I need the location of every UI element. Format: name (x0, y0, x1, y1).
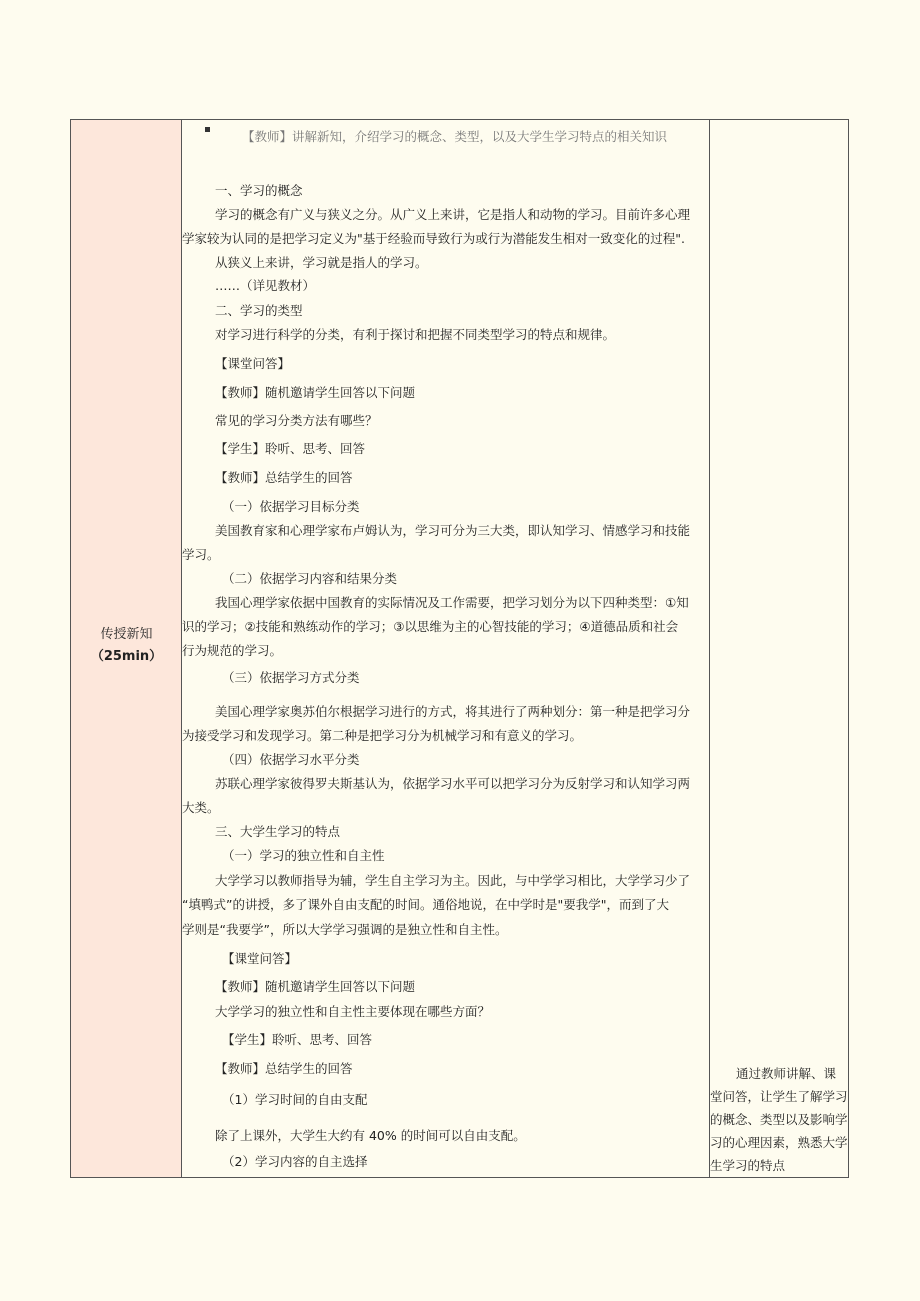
design-intent-note: 通过教师讲解、课堂问答，让学生了解学习的概念、类型以及影响学习的心理因素，熟悉大学生学习的特点 (710, 1066, 848, 1173)
stage-title: 传授新知 (100, 627, 153, 642)
subheading: （一）学习的独立性和自主性 (222, 848, 385, 863)
heading-features: 三、大学生学习的特点 (215, 824, 341, 839)
paragraph-line: 【教师】总结学生的回答 (215, 470, 353, 485)
paragraph-line: “填鸭式”的讲授，多了课外自由支配的时间。通俗地说，在中学时是"要我学"，而到了大 (182, 897, 669, 912)
paragraph-line: 识的学习；②技能和熟练动作的学习；③以思维为主的心智技能的学习；④道德品质和社会 (182, 619, 679, 634)
lesson-plan-table (70, 119, 849, 1178)
subheading: （三）依据学习方式分类 (222, 670, 360, 685)
paragraph-line: 大类。 (182, 800, 220, 815)
notes-column (710, 120, 848, 1177)
paragraph-line: 美国心理学家奥苏伯尔根据学习进行的方式，将其进行了两种划分：第一种是把学习分 (215, 704, 691, 719)
paragraph-line: 【教师】随机邀请学生回答以下问题 (215, 385, 416, 400)
subheading: （一）依据学习目标分类 (222, 499, 360, 514)
paragraph-line: 【学生】聆听、思考、回答 (222, 1032, 373, 1047)
subheading: （1）学习时间的自由支配 (222, 1092, 368, 1107)
bullet-square-icon (205, 127, 210, 132)
paragraph-line: 苏联心理学家彼得罗夫斯基认为，依据学习水平可以把学习分为反射学习和认知学习两 (215, 776, 691, 791)
subheading: （四）依据学习水平分类 (222, 752, 360, 767)
heading-types: 二、学习的类型 (215, 303, 303, 318)
subheading: （二）依据学习内容和结果分类 (222, 571, 398, 586)
paragraph-line: 【课堂问答】 (222, 951, 298, 966)
paragraph-line: 对学习进行科学的分类，有利于探讨和把握不同类型学习的特点和规律。 (215, 327, 616, 342)
paragraph-line: 【教师】随机邀请学生回答以下问题 (215, 979, 416, 994)
paragraph-line: 学则是“我要学”，所以大学学习强调的是独立性和自主性。 (182, 922, 508, 937)
paragraph-line: 大学学习以教师指导为辅，学生自主学习为主。因此，与中学学习相比，大学学习少了 (215, 873, 691, 888)
paragraph-line: 学家较为认同的是把学习定义为"基于经验而导致行为或行为潜能发生相对一致变化的过程". (182, 231, 685, 246)
paragraph-line: ……（详见教材） (215, 278, 316, 293)
paragraph-line: 美国教育家和心理学家布卢姆认为，学习可分为三大类，即认知学习、情感学习和技能 (215, 523, 691, 538)
paragraph-line: 从狭义上来讲，学习就是指人的学习。 (215, 255, 428, 270)
stage-column (71, 120, 182, 1177)
teacher-intro: 【教师】讲解新知，介绍学习的概念、类型，以及大学生学习特点的相关知识 (242, 129, 668, 144)
stage-label (71, 624, 182, 668)
paragraph-line: 【教师】总结学生的回答 (215, 1061, 353, 1076)
paragraph-line: 【课堂问答】 (215, 356, 291, 371)
stage-time: （25min） (90, 649, 163, 664)
paragraph-line: 学习。 (182, 547, 220, 562)
subheading: （2）学习内容的自主选择 (222, 1154, 368, 1169)
paragraph-line: 我国心理学家依据中国教育的实际情况及工作需要，把学习划分为以下四种类型：①知 (215, 595, 689, 610)
paragraph-line: 除了上课外，大学生大约有 40% 的时间可以自由支配。 (215, 1128, 526, 1143)
paragraph-line: 行为规范的学习。 (182, 643, 283, 658)
heading-concept: 一、学习的概念 (215, 183, 303, 198)
paragraph-line: 学习的概念有广义与狭义之分。从广义上来讲，它是指人和动物的学习。目前许多心理 (215, 207, 691, 222)
paragraph-line: 为接受学习和发现学习。第二种是把学习分为机械学习和有意义的学习。 (182, 728, 583, 743)
paragraph-line: 常见的学习分类方法有哪些？ (215, 413, 378, 428)
content-column (182, 120, 710, 1177)
paragraph-line: 大学学习的独立性和自主性主要体现在哪些方面？ (215, 1004, 491, 1019)
paragraph-line: 【学生】聆听、思考、回答 (215, 441, 366, 456)
